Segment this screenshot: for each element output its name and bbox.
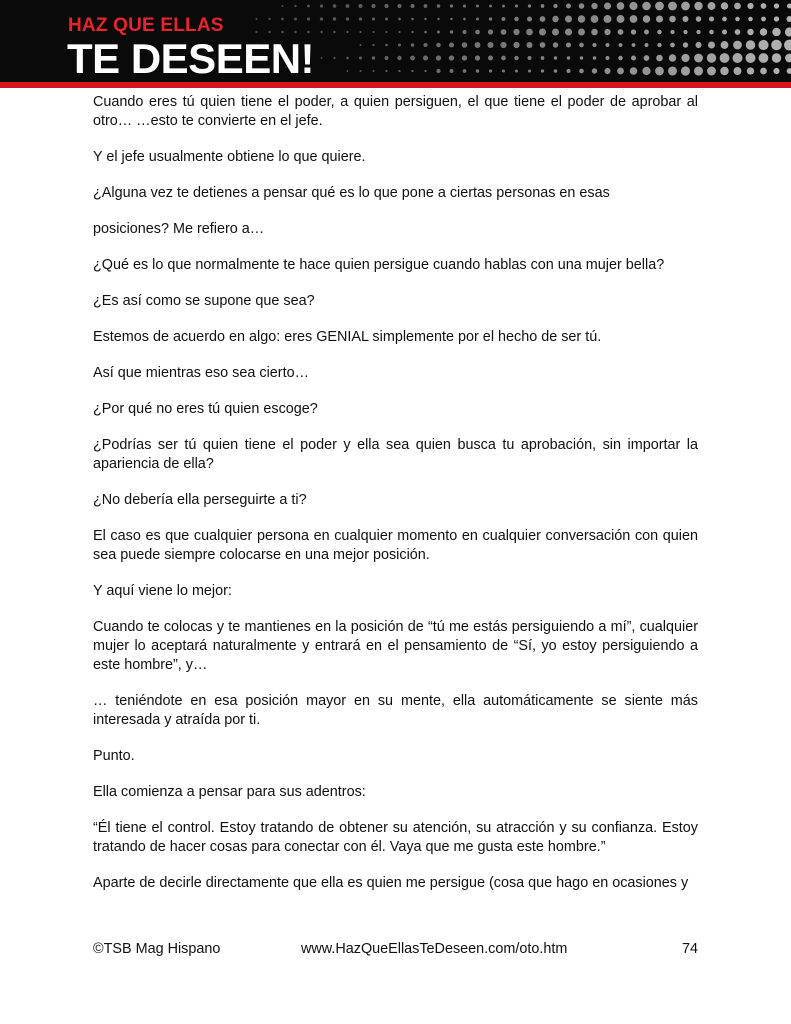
header-red-rule bbox=[0, 82, 791, 88]
paragraph: ¿Es así como se supone que sea? bbox=[93, 293, 315, 309]
header-title-big: TE DESEEN! bbox=[67, 35, 315, 82]
paragraph: ¿Qué es lo que normalmente te hace quien persigue cuando hablas con una mujer bella? bbox=[93, 257, 665, 273]
body-text bbox=[93, 93, 698, 910]
paragraph: El caso es que cualquier persona en cualquier momento en cualquier conversación con quien sea puede siempre colocarse en una mejor posición. bbox=[93, 528, 698, 563]
paragraph: Y aquí viene lo mejor: bbox=[93, 583, 232, 599]
paragraph: Y el jefe usualmente obtiene lo que quiere. bbox=[93, 149, 366, 165]
page-number: 74 bbox=[681, 941, 698, 957]
paragraph: posiciones? Me refiero a… bbox=[93, 221, 265, 237]
page-header bbox=[0, 0, 791, 82]
paragraph: ¿Por qué no eres tú quien escoge? bbox=[93, 401, 318, 417]
paragraph: ¿No debería ella perseguirte a ti? bbox=[93, 492, 307, 508]
footer-copyright: ©TSB Mag Hispano bbox=[93, 941, 221, 957]
paragraph: Ella comienza a pensar para sus adentros: bbox=[93, 784, 366, 800]
paragraph: Aparte de decirle directamente que ella es quien me persigue (cosa que hago en ocasiones y bbox=[93, 875, 689, 891]
paragraph: Punto. bbox=[93, 748, 135, 764]
paragraph: ¿Podrías ser tú quien tiene el poder y ella sea quien busca tu aprobación, sin importar la apariencia de ella? bbox=[93, 437, 698, 472]
paragraph: Estemos de acuerdo en algo: eres GENIAL simplemente por el hecho de ser tú. bbox=[93, 329, 602, 345]
paragraph: “Él tiene el control. Estoy tratando de obtener su atención, su atracción y su confianza. Estoy tratando de hacer cosas para conectar con él. Vaya que me gusta este hombre.” bbox=[93, 820, 698, 855]
header-title-small: HAZ QUE ELLAS bbox=[68, 15, 224, 36]
page-footer bbox=[93, 941, 698, 961]
paragraph: ¿Alguna vez te detienes a pensar qué es lo que pone a ciertas personas en esas bbox=[93, 185, 610, 201]
paragraph: … teniéndote en esa posición mayor en su mente, ella automáticamente se siente más interesada y atraída por ti. bbox=[93, 693, 698, 728]
paragraph: Cuando te colocas y te mantienes en la posición de “tú me estás persiguiendo a mí”, cualquier mujer lo aceptará naturalmente y entrará en el pensamiento de “Sí, yo estoy persiguiendo a este hombre”, y… bbox=[93, 619, 698, 673]
paragraph: Cuando eres tú quien tiene el poder, a quien persiguen, el que tiene el poder de aprobar al otro… …esto te convierte en el jefe. bbox=[93, 94, 698, 129]
paragraph: Así que mientras eso sea cierto… bbox=[93, 365, 309, 381]
footer-url: www.HazQueEllasTeDeseen.com/oto.htm bbox=[301, 941, 568, 957]
